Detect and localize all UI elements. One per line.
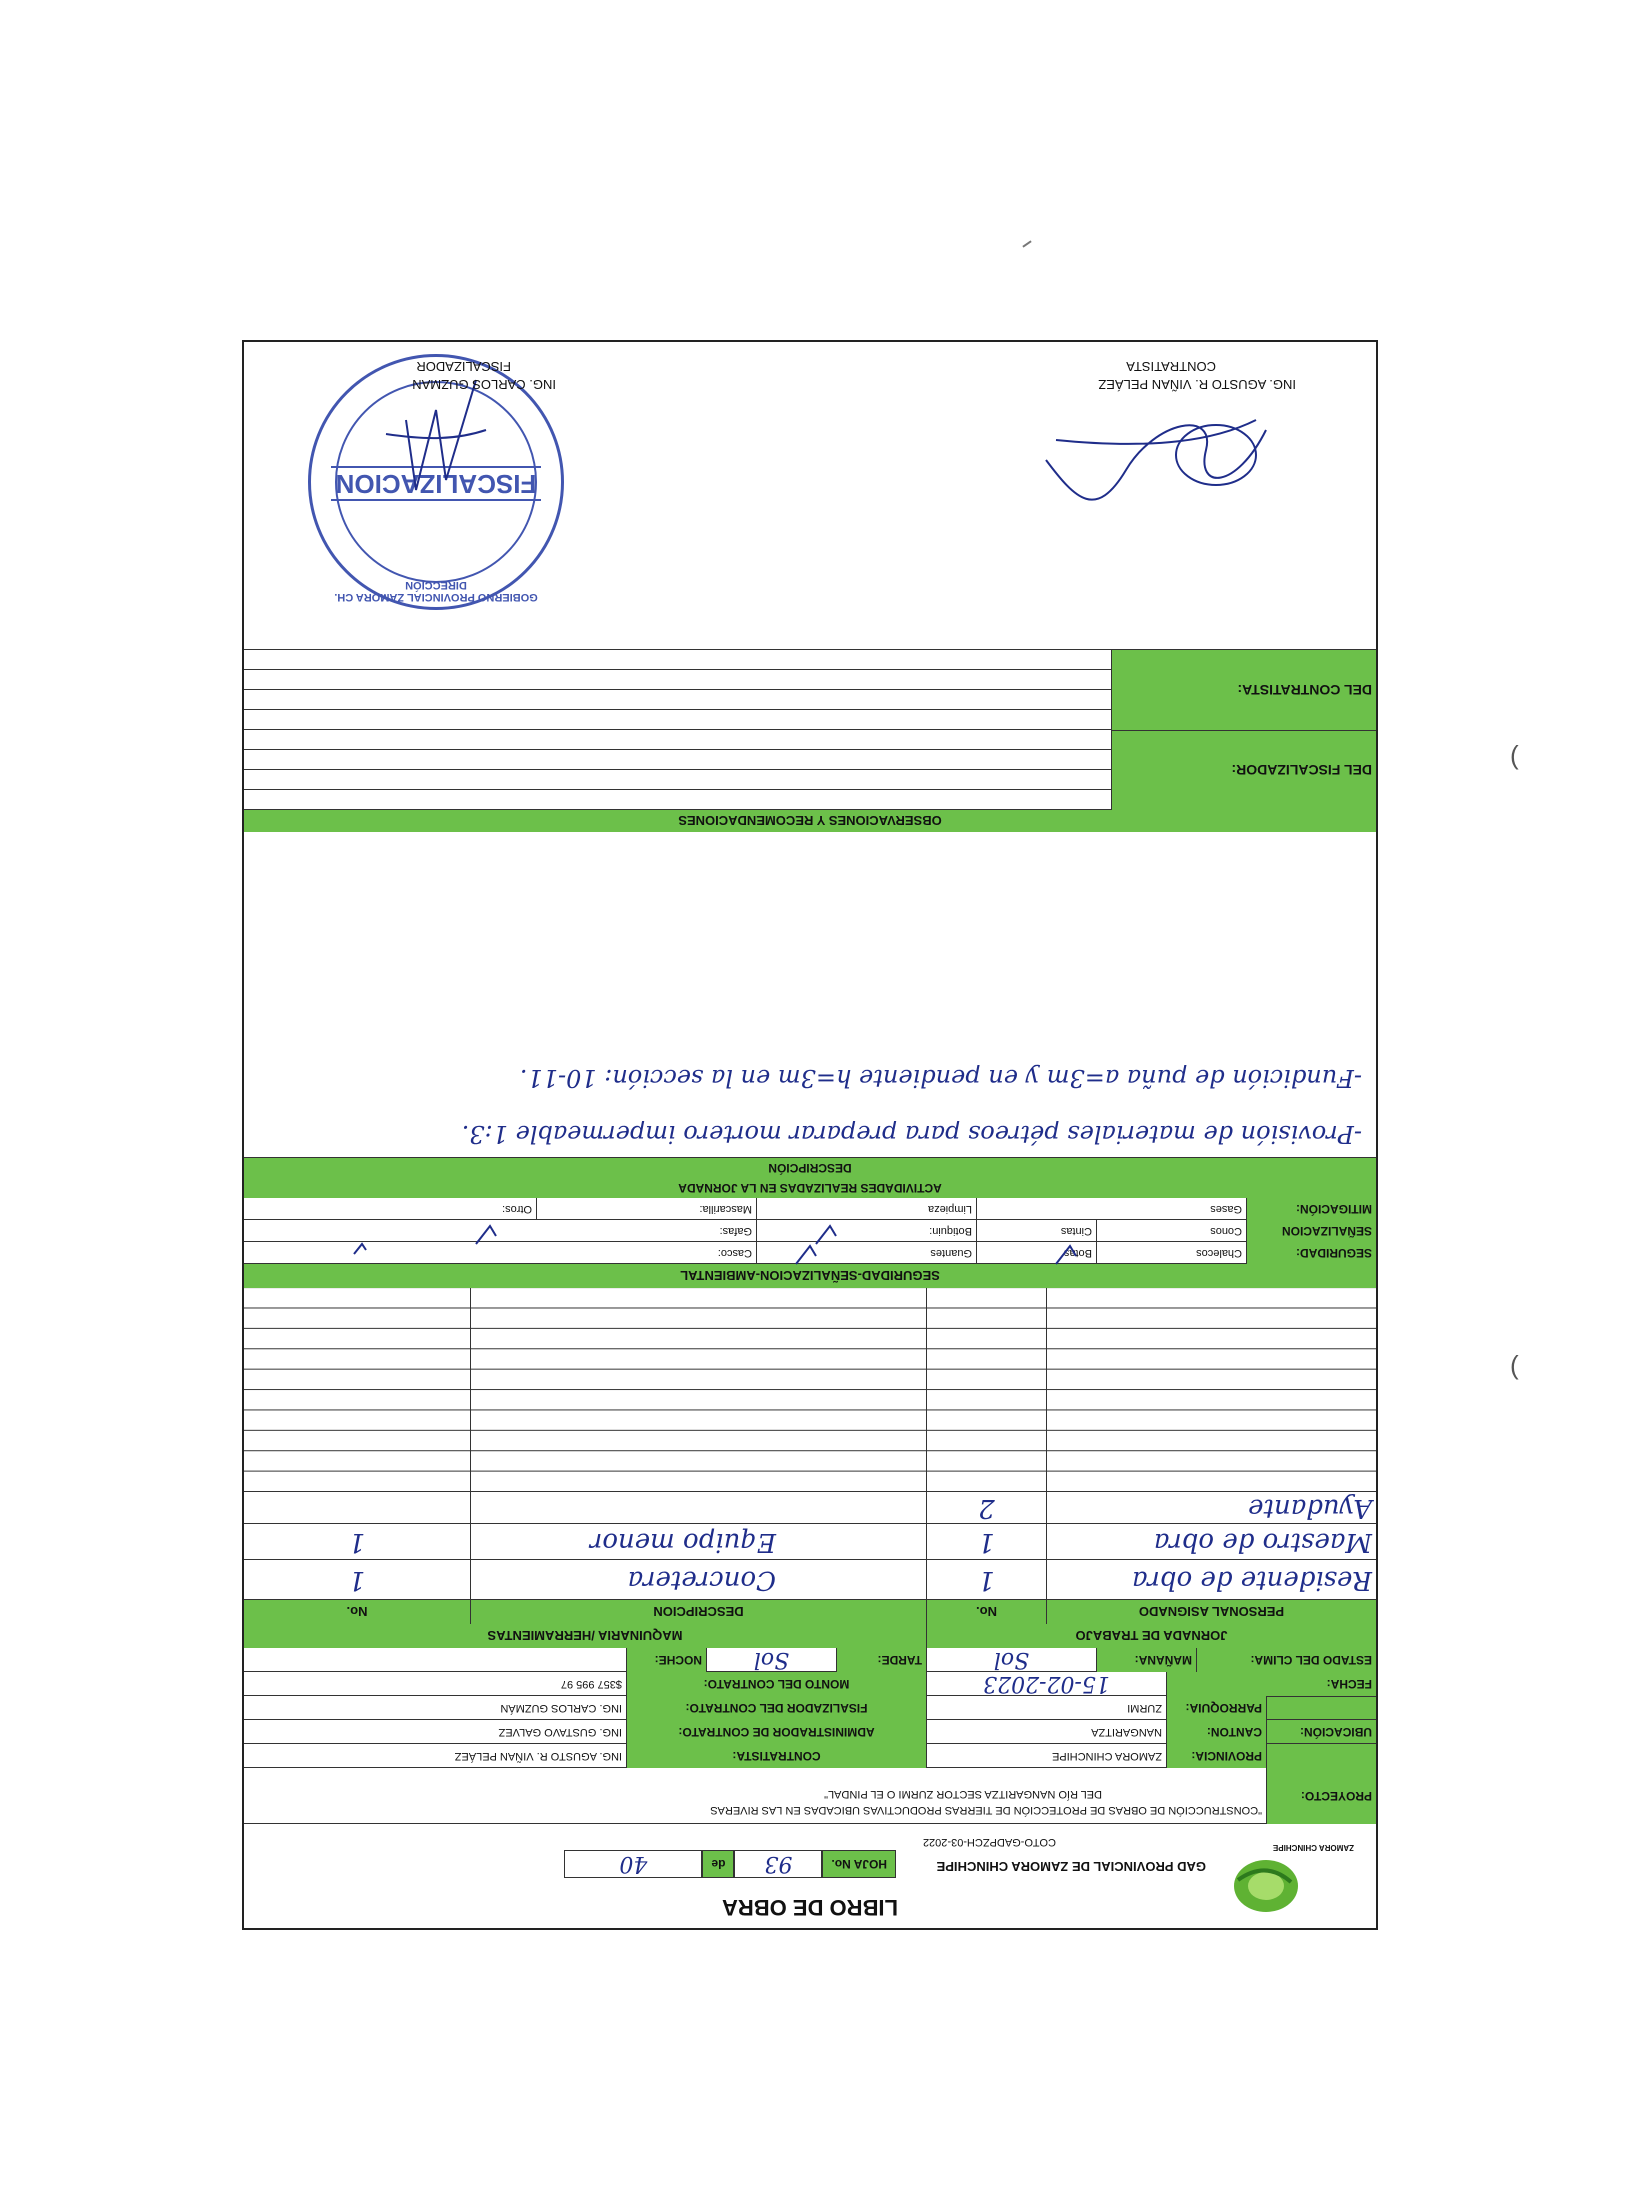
tarde-value: Sol <box>706 1648 836 1672</box>
jornada-header: JORNADA DE TRABAJO <box>926 1624 1376 1648</box>
administrador-label: ADMINISTRADOR DE CONTRATO: <box>626 1720 926 1744</box>
provincia-label: PROVINCIA: <box>1166 1744 1266 1768</box>
observaciones-table <box>244 650 1376 810</box>
jornada-empty-rows <box>244 1288 1376 1492</box>
scan-speck <box>1022 240 1031 247</box>
tarde-label: TARDE: <box>836 1648 926 1672</box>
logo-text: ZAMORA CHINCHIPE <box>1272 1843 1354 1852</box>
proyecto-label: PROYECTO: <box>1266 1768 1376 1824</box>
col-no: No. <box>926 1600 1046 1624</box>
clima-label: ESTADO DEL CLIMA: <box>1196 1648 1376 1672</box>
org-name: GAD PROVINCIAL DE ZAMORA CHINCHIPE <box>936 1859 1206 1874</box>
fecha-value: 15-02-2023 <box>926 1672 1166 1696</box>
manana-label: MAÑANA: <box>1096 1648 1196 1672</box>
contract-code: COTO-GADPZCH-03-2022 <box>922 1836 1056 1848</box>
seguridad-label: SEGURIDAD: <box>1246 1242 1376 1264</box>
actividad-line-1: -Provisión de materiales pétreos para preparar mortero impermeable 1:3. <box>461 1120 1362 1148</box>
sen-item: Conos <box>1096 1220 1246 1242</box>
senalizacion-label: SEÑALIZACION <box>1246 1220 1376 1242</box>
administrador-value: ING. GUSTAVO GALVEZ <box>498 1726 622 1738</box>
sen-item: Cintas <box>976 1220 1096 1242</box>
noche-value <box>244 1648 626 1672</box>
desc-cell <box>470 1492 926 1524</box>
col-no-2: No. <box>244 1600 470 1624</box>
hoja-box <box>564 1850 896 1878</box>
seg-item: Casco: <box>717 1247 752 1259</box>
no-cell: 2 <box>926 1492 1046 1524</box>
contratista-label: CONTRATISTA: <box>626 1744 926 1768</box>
noche-label: NOCHE: <box>626 1648 706 1672</box>
canton-value: NANGARITZA <box>926 1720 1166 1744</box>
no-cell: 1 <box>926 1524 1046 1560</box>
fiscalizador-value: ING. CARLOS GUZMÁN <box>500 1702 622 1714</box>
seguridad-header: SEGURIDAD-SEÑALIZACION-AMBIENTAL <box>244 1264 1376 1288</box>
jornada-row <box>244 1560 1376 1600</box>
contratista-name: ING. AGUSTO R. VIÑAN PELÁEZ <box>1098 377 1296 392</box>
canton-label: CANTON: <box>1166 1720 1266 1744</box>
hoja-label: HOJA No. <box>822 1850 896 1878</box>
personal-cell: Maestro de obra <box>1046 1524 1376 1560</box>
del-fiscalizador-label: DEL FISCALIZADOR: <box>1111 730 1376 810</box>
mit-item: Mascarilla: <box>536 1198 756 1220</box>
jornada-row <box>244 1492 1376 1524</box>
jornada-row <box>244 1524 1376 1560</box>
desc-cell: Equipo menor <box>470 1524 926 1560</box>
proyecto-row <box>244 1768 1376 1824</box>
monto-value: $357 995 97 <box>560 1678 622 1690</box>
scan-mark-right-2: ( <box>1510 1350 1519 1380</box>
page-title: LIBRO DE OBRA <box>722 1895 898 1920</box>
check-marks <box>244 1218 1376 1288</box>
seg-item: Chalecos <box>1096 1242 1246 1264</box>
contratista-role: CONTRATISTA <box>1126 359 1216 374</box>
ubicacion-block <box>244 1672 1376 1768</box>
no2-cell: 1 <box>348 1565 366 1595</box>
maquinaria-header: MAQUINARIA /HERRAMIENTAS <box>244 1624 926 1648</box>
personal-cell: Residente de obra <box>1046 1560 1376 1600</box>
proyecto-line-2: DEL RÍO NANGARITZA SECTOR ZURMI O EL PINDAL" <box>824 1788 1102 1800</box>
provincia-value: ZAMORA CHINCHIPE <box>926 1744 1166 1768</box>
fiscalizador-label: FISALIZADOR DEL CONTRATO: <box>626 1696 926 1720</box>
mit-item: Otros: <box>502 1203 532 1215</box>
no-cell: 1 <box>926 1560 1046 1600</box>
fiscalizador-name: ING. CARLOS GUZMAN <box>412 377 556 392</box>
fecha-label: FECHA: <box>1166 1672 1376 1696</box>
clima-row <box>244 1648 1376 1672</box>
actividades-body <box>244 832 1376 1158</box>
actividad-line-2: -Fundición de puña a=3m y en pendiente h=3m en la sección: 10-11. <box>519 1064 1362 1092</box>
stamp-center-text: FISCALIZACION <box>331 466 541 501</box>
col-personal: PERSONAL ASIGNADO <box>1046 1600 1376 1624</box>
seg-item: Botas <box>976 1242 1096 1264</box>
firmas-block <box>244 342 1376 650</box>
manana-value: Sol <box>926 1648 1096 1672</box>
observaciones-lines <box>244 650 1111 810</box>
parroquia-label: PARROQUIA: <box>1166 1696 1266 1720</box>
no2-cell <box>244 1492 470 1524</box>
seg-item: Guantes <box>756 1242 976 1264</box>
hoja-value: 93 <box>734 1850 822 1878</box>
proyecto-line-1: "CONSTRUCCIÓN DE OBRAS DE PROTECCIÓN DE TIERRAS PRODUCTIVAS UBICADAS EN LAS RIVERAS <box>710 1804 1262 1816</box>
mit-item: Gases <box>976 1198 1246 1220</box>
stamp-ring-text: GOBIERNO PROVINCIAL ZAMORA CH. DIRECCIÓN <box>334 579 538 603</box>
seguridad-table <box>244 1198 1376 1264</box>
contratista-value: ING. AGUSTO R. VIÑAN PELÁEZ <box>454 1750 622 1762</box>
de-label: de <box>702 1850 734 1878</box>
monto-label: MONTO DEL CONTRATO: <box>626 1672 926 1696</box>
form-header <box>244 1824 1376 1928</box>
parroquia-value: ZURMI <box>926 1696 1166 1720</box>
col-descripcion: DESCRIPCION <box>470 1600 926 1624</box>
personal-cell: Ayudante <box>1046 1492 1376 1524</box>
sen-item: Gafas: <box>719 1225 752 1237</box>
proyecto-text <box>710 1786 1262 1818</box>
sen-item: Botiquin: <box>756 1220 976 1242</box>
libro-de-obra-form <box>242 340 1378 1930</box>
del-contratista-label: DEL CONTRATISTA: <box>1111 650 1376 730</box>
mitigacion-label: MITIGACIÓN: <box>1246 1198 1376 1220</box>
mit-item: Limpieza <box>756 1198 976 1220</box>
actividades-header: ACTIVIDADES REALIZADAS EN LA JORNADA <box>244 1178 1376 1198</box>
no2-cell: 1 <box>348 1527 366 1557</box>
ubicacion-label: UBICACIÓN: <box>1266 1696 1376 1768</box>
contratista-signature <box>1036 400 1276 510</box>
form-page <box>242 340 1378 1930</box>
observaciones-header: OBSERVACIONES Y RECOMENDACIONES <box>244 810 1376 832</box>
desc-cell: Concretera <box>470 1560 926 1600</box>
actividades-subheader: DESCRIPCIÓN <box>244 1158 1376 1178</box>
fiscalizador-role: FISCALIZADOR <box>416 359 511 374</box>
scan-mark-right: ( <box>1510 740 1519 770</box>
jornada-table <box>244 1288 1376 1600</box>
de-value: 40 <box>564 1850 702 1878</box>
